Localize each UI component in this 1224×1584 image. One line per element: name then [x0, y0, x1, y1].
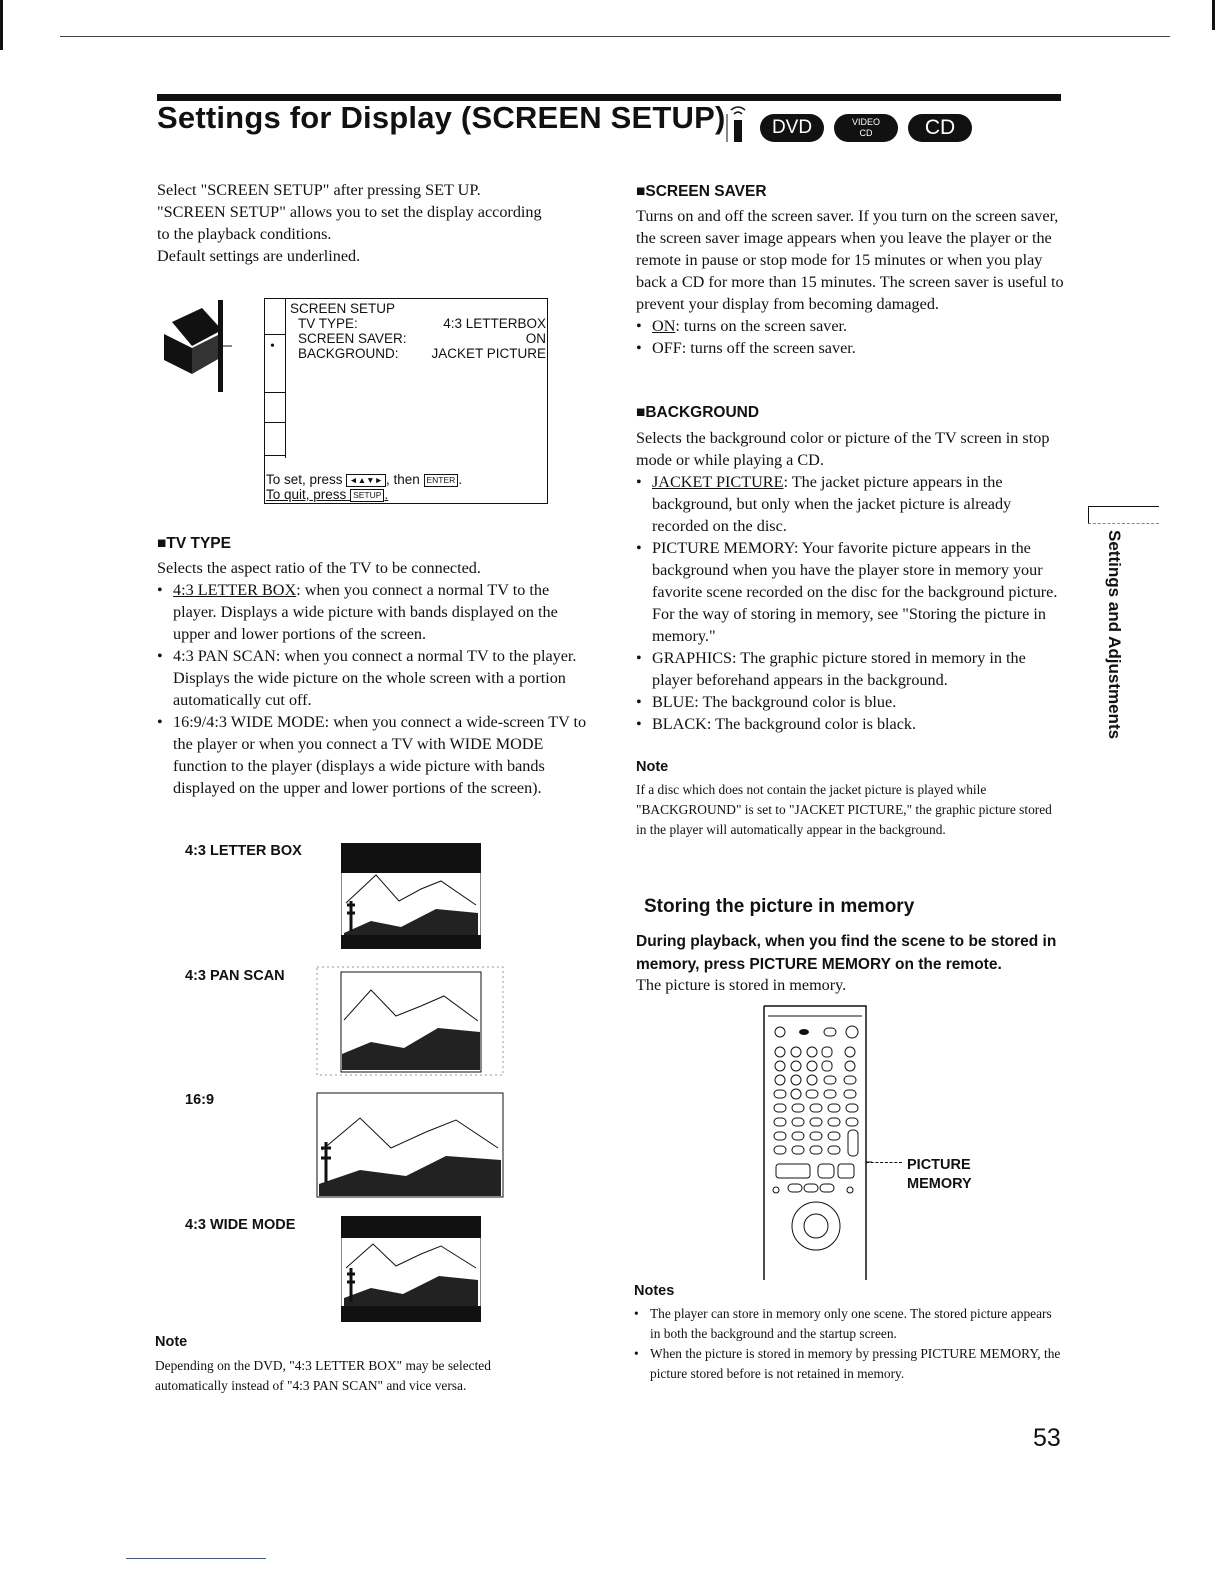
wide-label: 16:9 [185, 1092, 215, 1108]
tv-type-list [157, 579, 592, 799]
callout-line-1: PICTURE [907, 1157, 971, 1173]
storing-heading: Storing the picture in memory [644, 896, 915, 917]
cd-badge: CD [908, 114, 972, 142]
screen-setup-menu-icon [160, 300, 232, 392]
remote-control-illustration [762, 1004, 872, 1280]
background-section [636, 427, 1064, 735]
picture-memory-callout [907, 1156, 972, 1194]
list-item: • ON: turns on the screen saver. [636, 315, 1064, 337]
tv-type-section [157, 557, 592, 799]
screen-saver-desc: Turns on and off the screen saver. If you turn on the screen saver, the screen saver image appears when you leave the player or the remote in pause or stop mode for 15 minutes or when you play back a CD for more than 15 minutes. The screen saver is useful to prevent your display from becoming damaged. [636, 207, 1064, 313]
osd-content [290, 301, 546, 361]
list-item: • BLUE: The background color is blue. [636, 691, 1064, 713]
osd-row-value: 4:3 LETTERBOX [443, 316, 546, 331]
arrow-keys-icon: ◄▲▼► [346, 474, 386, 487]
intro-line-2: "SCREEN SETUP" allows you to set the display according [157, 203, 542, 221]
osd-cursor: • [270, 339, 275, 354]
tv-type-desc: Selects the aspect ratio of the TV to be connected. [157, 559, 481, 577]
notes-heading: Notes [634, 1283, 675, 1299]
list-item: • 4:3 LETTER BOX: when you connect a normal TV to the player. Displays a wide picture with bands displayed on the upper and lower portions of the screen. [157, 579, 592, 645]
list-item: • GRAPHICS: The graphic picture stored in memory in the player beforehand appears in the background. [636, 647, 1064, 691]
widemode-illustration [341, 1216, 481, 1322]
osd-row [290, 331, 546, 346]
storing-result: The picture is stored in memory. [636, 976, 847, 994]
top-edge-line [60, 36, 1170, 37]
screen-saver-heading: ■SCREEN SAVER [636, 183, 767, 200]
video-cd-badge [834, 114, 898, 142]
osd-row-label: SCREEN SAVER: [298, 331, 407, 346]
osd-footer-quit: To quit, press SETUP . [266, 487, 389, 502]
enter-key: ENTER [424, 474, 459, 487]
bottom-margin-line [126, 1558, 266, 1559]
right-note-text: If a disc which does not contain the jacket picture is played while "BACKGROUND" is set to "JACKET PICTURE," the graphic picture stored in the player will automatically appear in the background. [636, 782, 1052, 837]
osd-row [290, 316, 546, 331]
page-number: 53 [1033, 1424, 1061, 1452]
list-item: • The player can store in memory only one scene. The stored picture appears in both the background and the startup screen. [634, 1304, 1064, 1344]
left-note-heading: Note [155, 1334, 188, 1350]
screen-saver-section [636, 205, 1064, 359]
list-item: • PICTURE MEMORY: Your favorite picture appears in the background when you have the player store in memory your favorite scene recorded on the disc for the background picture. For the way of storing in memory, see "Storing the picture in memory." [636, 537, 1064, 647]
background-heading: ■BACKGROUND [636, 404, 760, 421]
letterbox-illustration [341, 843, 481, 949]
callout-line-2: MEMORY [907, 1176, 972, 1192]
video-cd-badge-top: VIDEO [851, 117, 880, 127]
left-margin-mark [0, 0, 3, 50]
intro-line-4: Default settings are underlined. [157, 247, 361, 265]
tv-type-heading: ■TV TYPE [157, 535, 231, 552]
background-list [636, 471, 1064, 735]
list-item: • BLACK: The background color is black. [636, 713, 1064, 735]
osd-row [290, 346, 546, 361]
osd-row-label: TV TYPE: [298, 316, 358, 331]
remote-control-icon [725, 104, 751, 144]
list-item: • OFF: turns off the screen saver. [636, 337, 1064, 359]
letterbox-label: 4:3 LETTER BOX [185, 843, 302, 859]
panscan-illustration [316, 966, 504, 1076]
storing-instruction: During playback, when you find the scene to be stored in memory, press PICTURE MEMORY on the remote. [636, 933, 1057, 973]
list-item: • JACKET PICTURE: The jacket picture appears in the background, but only when the jacket picture is already recorded on the disc. [636, 471, 1064, 537]
osd-row-value: JACKET PICTURE [431, 346, 546, 361]
intro-line-1: Select "SCREEN SETUP" after pressing SET UP. [157, 181, 481, 199]
wide-illustration [316, 1092, 504, 1198]
left-note-text: Depending on the DVD, "4:3 LETTER BOX" may be selected automatically instead of "4:3 PAN SCAN" and vice versa. [155, 1358, 491, 1393]
intro-text [157, 179, 597, 267]
picture-memory-callout-line [866, 1162, 902, 1163]
setup-key: SETUP [350, 489, 384, 502]
page-title: Settings for Display (SCREEN SETUP) [157, 100, 726, 135]
side-tab-label: Settings and Adjustments [1105, 530, 1124, 740]
osd-footer-set: To set, press ◄▲▼► , then ENTER . [266, 472, 463, 487]
background-desc: Selects the background color or picture of the TV screen in stop mode or while playing a CD. [636, 429, 1050, 469]
notes-list [634, 1304, 1064, 1384]
osd-row-value: ON [525, 331, 546, 346]
video-cd-badge-bottom: CD [859, 128, 873, 138]
panscan-label: 4:3 PAN SCAN [185, 968, 285, 984]
osd-row-label: BACKGROUND: [298, 346, 399, 361]
dvd-badge: DVD [760, 114, 824, 142]
osd-title: SCREEN SETUP [290, 301, 396, 316]
notes-section [634, 1304, 1064, 1384]
list-item: • 4:3 PAN SCAN: when you connect a normal TV to the player. Displays the wide picture on the whole screen with a portion automatically cut off. [157, 645, 592, 711]
list-item: • When the picture is stored in memory by pressing PICTURE MEMORY, the picture stored before is not retained in memory. [634, 1344, 1064, 1384]
list-item: • 16:9/4:3 WIDE MODE: when you connect a wide-screen TV to the player or when you connect a TV with WIDE MODE function to the player (displays a wide picture with bands displayed on the upper and lower portions of the screen). [157, 711, 592, 799]
side-tab-bracket [1088, 506, 1159, 524]
right-note-heading: Note [636, 759, 669, 775]
right-margin-mark [1212, 0, 1215, 30]
osd-footer [266, 472, 546, 502]
widemode-label: 4:3 WIDE MODE [185, 1217, 296, 1233]
intro-line-3: to the playback conditions. [157, 225, 332, 243]
osd-icon-column [264, 298, 286, 458]
screen-saver-list [636, 315, 1064, 359]
